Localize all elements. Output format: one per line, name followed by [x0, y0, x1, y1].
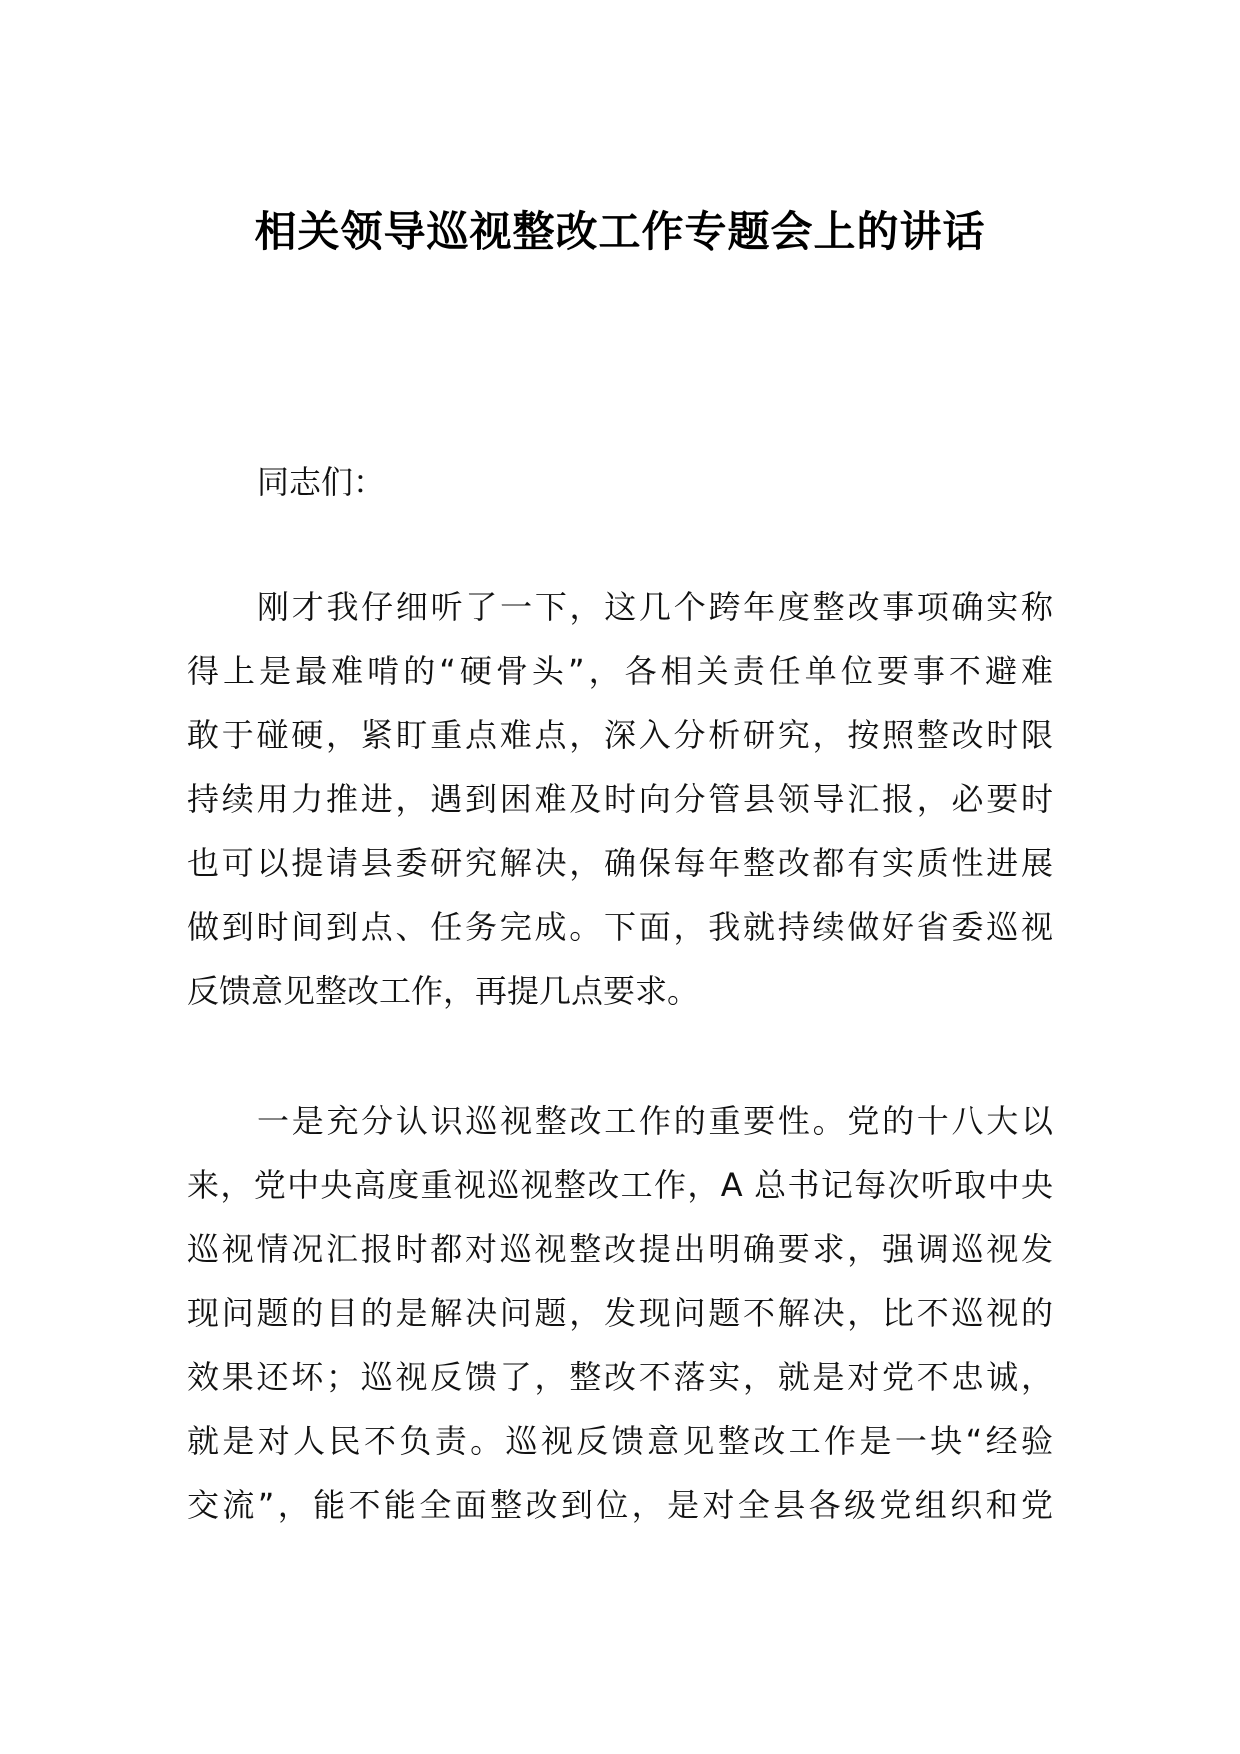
paragraph-2 [187, 1089, 1053, 1537]
document-title: 相关领导巡视整改工作专题会上的讲话 [254, 207, 986, 256]
paragraph-line: 刚才我仔细听了一下，这几个跨年度整改事项确实称 [257, 588, 1053, 626]
paragraph-line: 交流”，能不能全面整改到位，是对全县各级党组织和党 [187, 1486, 1053, 1524]
paragraph-line: 持续用力推进，遇到困难及时向分管县领导汇报，必要时 [187, 780, 1053, 818]
paragraph-line: 效果还坏；巡视反馈了，整改不落实，就是对党不忠诚， [187, 1358, 1053, 1396]
paragraph-line: 就是对人民不负责。巡视反馈意见整改工作是一块“经验 [187, 1422, 1053, 1460]
salutation: 同志们： [257, 463, 386, 501]
paragraph-line: 也可以提请县委研究解决，确保每年整改都有实质性进展 [187, 844, 1053, 882]
paragraph-line: 敢于碰硬，紧盯重点难点，深入分析研究，按照整改时限 [187, 716, 1053, 754]
paragraph-line: 反馈意见整改工作，再提几点要求。 [187, 972, 700, 1010]
paragraph-line: 得上是最难啃的“硬骨头”，各相关责任单位要事不避难 [187, 652, 1053, 690]
paragraph-line: 做到时间到点、任务完成。下面，我就持续做好省委巡视 [187, 908, 1053, 946]
paragraph-line: 一是充分认识巡视整改工作的重要性。党的十八大以 [257, 1102, 1053, 1140]
paragraph-line: 来，党中央高度重视巡视整改工作，A 总书记每次听取中央 [187, 1166, 1053, 1204]
paragraph-line: 现问题的目的是解决问题，发现问题不解决，比不巡视的 [187, 1294, 1053, 1332]
paragraph-line: 巡视情况汇报时都对巡视整改提出明确要求，强调巡视发 [187, 1230, 1053, 1268]
paragraph-1 [187, 575, 1053, 1023]
